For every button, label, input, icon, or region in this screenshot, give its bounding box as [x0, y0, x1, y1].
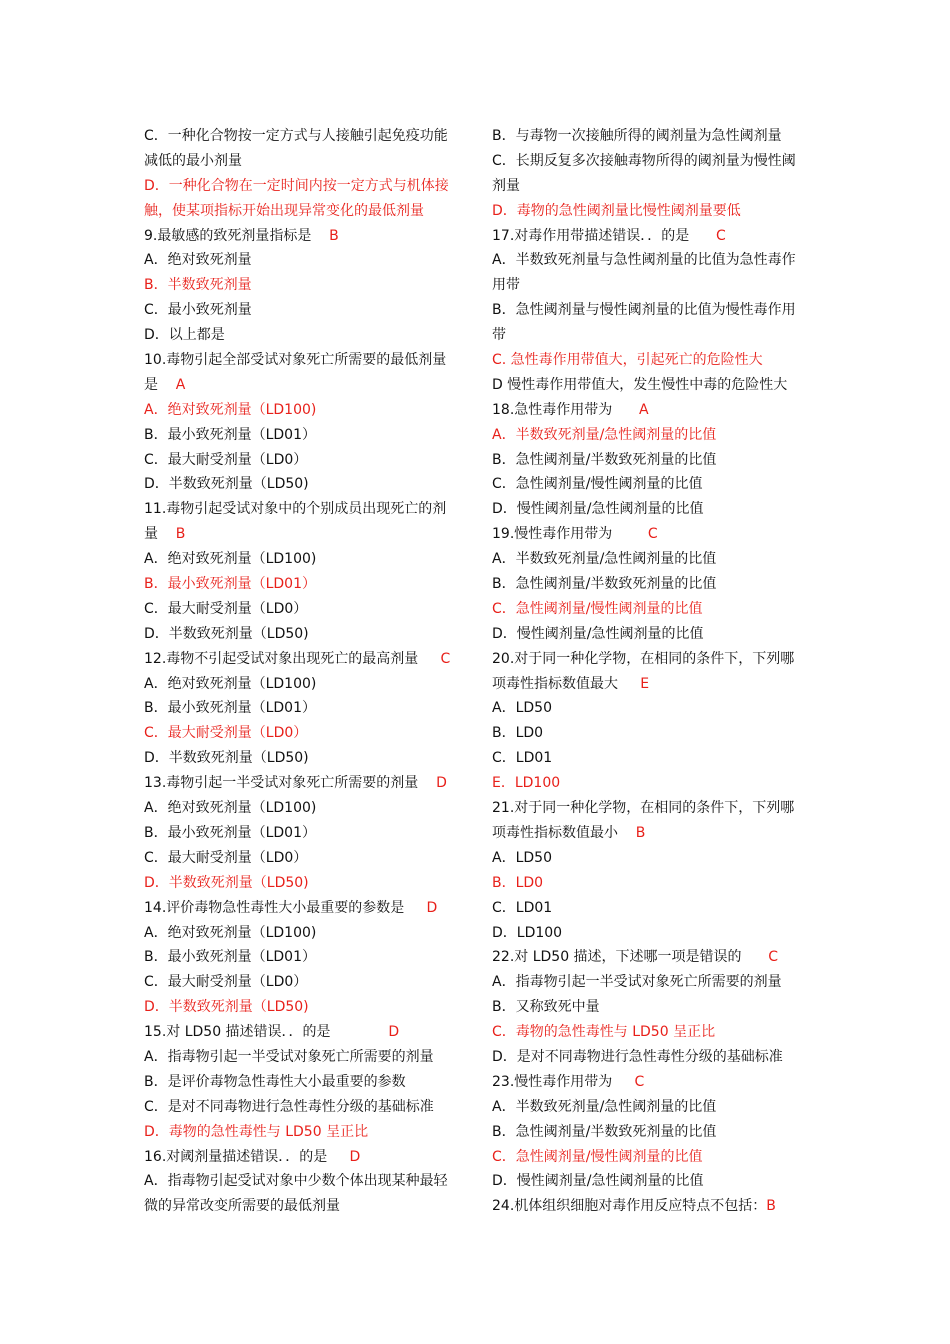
right-column-line — [492, 1145, 810, 1170]
left-column-line — [144, 1070, 462, 1095]
answer-key: E — [618, 675, 650, 692]
answer-key: D — [330, 1024, 400, 1041]
right-column-line — [492, 771, 810, 796]
line-text: 15.对 LD50 描述错误．．的是 — [144, 1024, 331, 1041]
right-column-line — [492, 149, 810, 174]
line-text: C．急性阈剂量/慢性阈剂量的比值 — [492, 600, 703, 617]
right-column-line — [492, 721, 810, 746]
right-column-line — [492, 1070, 810, 1095]
left-column-line — [144, 1145, 462, 1170]
line-text: 19.慢性毒作用带为 — [492, 526, 613, 543]
left-column-line — [144, 149, 462, 174]
left-column-line — [144, 472, 462, 497]
line-text: B．是评价毒物急性毒性大小最重要的参数 — [144, 1073, 406, 1090]
line-text: 项毒性指标数值最大 — [492, 675, 618, 692]
right-column-line — [492, 1194, 810, 1219]
line-text: C．最小致死剂量 — [144, 302, 252, 319]
line-text: B．最小致死剂量（LD01） — [144, 824, 316, 841]
line-text: C．最大耐受剂量（LD0） — [144, 725, 308, 742]
line-text: A．指毒物引起一半受试对象死亡所需要的剂量 — [144, 1048, 434, 1065]
line-text: 24.机体组织细胞对毒作用反应特点不包括： — [492, 1198, 767, 1215]
answer-key: B — [158, 526, 186, 543]
left-column-line — [144, 871, 462, 896]
right-column-line — [492, 497, 810, 522]
left-column-line — [144, 248, 462, 273]
line-text: A．指毒物引起一半受试对象死亡所需要的剂量 — [492, 974, 782, 991]
line-text: B．最小致死剂量（LD01） — [144, 576, 316, 593]
answer-key: A — [158, 376, 186, 393]
line-text: 带 — [492, 327, 506, 344]
right-column-line — [492, 273, 810, 298]
right-column-line — [492, 298, 810, 323]
right-column-line — [492, 672, 810, 697]
line-text: B．LD0 — [492, 725, 544, 742]
line-text: 项毒性指标数值最小 — [492, 824, 618, 841]
right-column-line — [492, 871, 810, 896]
left-column-line — [144, 647, 462, 672]
line-text: C．最大耐受剂量（LD0） — [144, 974, 308, 991]
right-column-line — [492, 547, 810, 572]
line-text: C．最大耐受剂量（LD0） — [144, 849, 308, 866]
right-column-line — [492, 373, 810, 398]
left-column-line — [144, 199, 462, 224]
left-column-line — [144, 373, 462, 398]
line-text: 16.对阈剂量描述错误．．的是 — [144, 1148, 328, 1165]
right-column-line — [492, 970, 810, 995]
answer-key: B — [311, 227, 339, 244]
left-column-line — [144, 323, 462, 348]
left-column-line — [144, 298, 462, 323]
right-column-line — [492, 323, 810, 348]
left-column-line — [144, 348, 462, 373]
right-column-line — [492, 174, 810, 199]
line-text: D．一种化合物在一定时间内按一定方式与机体接 — [144, 177, 449, 194]
line-text: D．慢性阈剂量/急性阈剂量的比值 — [492, 625, 704, 642]
line-text: A．绝对致死剂量（LD100) — [144, 551, 317, 568]
line-text: C．LD01 — [492, 750, 553, 767]
line-text: B．最小致死剂量（LD01） — [144, 949, 316, 966]
line-text: D．半数致死剂量（LD50) — [144, 750, 309, 767]
right-column-line — [492, 597, 810, 622]
right-column-line — [492, 1095, 810, 1120]
right-column-line — [492, 846, 810, 871]
left-column-line — [144, 1194, 462, 1219]
left-column-line — [144, 597, 462, 622]
line-text: A．绝对致死剂量（LD100) — [144, 924, 317, 941]
left-column-line — [144, 572, 462, 597]
left-column-line — [144, 497, 462, 522]
left-column-line — [144, 448, 462, 473]
line-text: D．以上都是 — [144, 327, 225, 344]
line-text: D．半数致死剂量（LD50) — [144, 999, 309, 1016]
left-column-line — [144, 547, 462, 572]
right-column-line — [492, 224, 810, 249]
line-text: 13.毒物引起一半受试对象死亡所需要的剂量 — [144, 775, 419, 792]
answer-key: C — [418, 650, 451, 667]
right-column-line — [492, 398, 810, 423]
left-column-line — [144, 1045, 462, 1070]
right-column-line — [492, 696, 810, 721]
left-column-line — [144, 273, 462, 298]
left-column-line — [144, 622, 462, 647]
left-column-line — [144, 1120, 462, 1145]
line-text: A．半数致死剂量/急性阈剂量的比值 — [492, 426, 717, 443]
left-column-line — [144, 224, 462, 249]
line-text: 剂量 — [492, 177, 520, 194]
line-text: D．LD100 — [492, 924, 563, 941]
line-text: A．绝对致死剂量（LD100) — [144, 401, 317, 418]
right-column-line — [492, 622, 810, 647]
line-text: 微的异常改变所需要的最低剂量 — [144, 1198, 340, 1215]
right-column-line — [492, 348, 810, 373]
right-column-line — [492, 472, 810, 497]
left-column-line — [144, 1095, 462, 1120]
left-column-line — [144, 398, 462, 423]
line-text: 12.毒物不引起受试对象出现死亡的最高剂量 — [144, 650, 419, 667]
left-column — [144, 124, 462, 1219]
right-column-line — [492, 124, 810, 149]
left-column-line — [144, 746, 462, 771]
left-column-line — [144, 124, 462, 149]
left-column-line — [144, 945, 462, 970]
line-text: B．急性阈剂量/半数致死剂量的比值 — [492, 451, 717, 468]
line-text: 11.毒物引起受试对象中的个别成员出现死亡的剂 — [144, 501, 447, 518]
line-text: 23.慢性毒作用带为 — [492, 1073, 613, 1090]
right-column-line — [492, 1120, 810, 1145]
right-column-line — [492, 945, 810, 970]
right-column-line — [492, 647, 810, 672]
answer-key: B — [766, 1198, 776, 1215]
answer-key: D — [418, 775, 447, 792]
left-column-line — [144, 1020, 462, 1045]
line-text: 20.对于同一种化学物，在相同的条件下，下列哪 — [492, 650, 795, 667]
line-text: 14.评价毒物急性毒性大小最重要的参数是 — [144, 899, 405, 916]
line-text: D．是对不同毒物进行急性毒性分级的基础标准 — [492, 1048, 783, 1065]
line-text: B．半数致死剂量 — [144, 277, 252, 294]
left-column-line — [144, 174, 462, 199]
right-column-line — [492, 921, 810, 946]
answer-key: A — [612, 401, 649, 418]
line-text: C．急性阈剂量/慢性阈剂量的比值 — [492, 1148, 703, 1165]
line-text: C．LD01 — [492, 899, 553, 916]
line-text: A．绝对致死剂量（LD100) — [144, 675, 317, 692]
answer-key: D — [404, 899, 438, 916]
right-column-line — [492, 746, 810, 771]
line-text: A．指毒物引起受试对象中少数个体出现某种最轻 — [144, 1173, 448, 1190]
left-column-line — [144, 672, 462, 697]
line-text: 9.最敏感的致死剂量指标是 — [144, 227, 312, 244]
line-text: C．毒物的急性毒性与 LD50 呈正比 — [492, 1024, 716, 1041]
line-text: A．绝对致死剂量（LD100) — [144, 800, 317, 817]
left-column-line — [144, 921, 462, 946]
line-text: 18.急性毒作用带为 — [492, 401, 613, 418]
line-text: A．半数致死剂量/急性阈剂量的比值 — [492, 551, 717, 568]
line-text: 量 — [144, 526, 158, 543]
right-column-line — [492, 423, 810, 448]
left-column-line — [144, 696, 462, 721]
right-column — [492, 124, 810, 1219]
right-column-line — [492, 1169, 810, 1194]
line-text: 用带 — [492, 277, 520, 294]
answer-key: C — [612, 526, 658, 543]
line-text: 10.毒物引起全部受试对象死亡所需要的最低剂量 — [144, 352, 447, 369]
right-column-line — [492, 199, 810, 224]
right-column-line — [492, 995, 810, 1020]
line-text: D．慢性阈剂量/急性阈剂量的比值 — [492, 1173, 704, 1190]
line-text: B．最小致死剂量（LD01） — [144, 700, 316, 717]
left-column-line — [144, 522, 462, 547]
line-text: 17.对毒作用带描述错误．．的是 — [492, 227, 690, 244]
line-text: D．毒物的急性阈剂量比慢性阈剂量要低 — [492, 202, 741, 219]
left-column-line — [144, 821, 462, 846]
line-text: 是 — [144, 376, 158, 393]
line-text: D．半数致死剂量（LD50) — [144, 476, 309, 493]
right-column-line — [492, 248, 810, 273]
line-text: 触，使某项指标开始出现异常变化的最低剂量 — [144, 202, 424, 219]
line-text: 21.对于同一种化学物，在相同的条件下，下列哪 — [492, 800, 795, 817]
right-column-line — [492, 448, 810, 473]
line-text: B．又称致死中量 — [492, 999, 600, 1016]
answer-key: C — [741, 949, 779, 966]
line-text: C．最大耐受剂量（LD0） — [144, 451, 308, 468]
line-text: D．半数致死剂量（LD50) — [144, 874, 309, 891]
line-text: C．急性阈剂量/慢性阈剂量的比值 — [492, 476, 703, 493]
line-text: B．最小致死剂量（LD01） — [144, 426, 316, 443]
left-column-line — [144, 896, 462, 921]
right-column-line — [492, 796, 810, 821]
line-text: E．LD100 — [492, 775, 561, 792]
right-column-line — [492, 522, 810, 547]
left-column-line — [144, 771, 462, 796]
line-text: A．LD50 — [492, 849, 552, 866]
line-text: D．半数致死剂量（LD50) — [144, 625, 309, 642]
answer-key: C — [612, 1073, 645, 1090]
left-column-line — [144, 796, 462, 821]
line-text: D 慢性毒作用带值大，发生慢性中毒的危险性大 — [492, 376, 788, 393]
answer-key: C — [689, 227, 726, 244]
line-text: C．是对不同毒物进行急性毒性分级的基础标准 — [144, 1098, 434, 1115]
line-text: C．长期反复多次接触毒物所得的阈剂量为慢性阈 — [492, 152, 796, 169]
left-column-line — [144, 995, 462, 1020]
line-text: A．绝对致死剂量 — [144, 252, 252, 269]
right-column-line — [492, 821, 810, 846]
left-column-line — [144, 423, 462, 448]
line-text: 22.对 LD50 描述，下述哪一项是错误的 — [492, 949, 742, 966]
right-column-line — [492, 896, 810, 921]
line-text: C. 急性毒作用带值大，引起死亡的危险性大 — [492, 352, 763, 369]
line-text: 减低的最小剂量 — [144, 152, 242, 169]
line-text: C．一种化合物按一定方式与人接触引起免疫功能 — [144, 128, 448, 144]
left-column-line — [144, 970, 462, 995]
answer-key: B — [618, 824, 646, 841]
line-text: A．LD50 — [492, 700, 552, 717]
line-text: C．最大耐受剂量（LD0） — [144, 600, 308, 617]
line-text: D．慢性阈剂量/急性阈剂量的比值 — [492, 501, 704, 518]
right-column-line — [492, 1020, 810, 1045]
right-column-line — [492, 572, 810, 597]
line-text: B．与毒物一次接触所得的阈剂量为急性阈剂量 — [492, 128, 782, 144]
line-text: A．半数致死剂量/急性阈剂量的比值 — [492, 1098, 717, 1115]
line-text: B．急性阈剂量/半数致死剂量的比值 — [492, 1123, 717, 1140]
line-text: B．急性阈剂量/半数致死剂量的比值 — [492, 576, 717, 593]
left-column-line — [144, 721, 462, 746]
line-text: B．急性阈剂量与慢性阈剂量的比值为慢性毒作用 — [492, 302, 796, 319]
left-column-line — [144, 846, 462, 871]
answer-key: D — [327, 1148, 361, 1165]
left-column-line — [144, 1169, 462, 1194]
line-text: D．毒物的急性毒性与 LD50 呈正比 — [144, 1123, 369, 1140]
line-text: A．半数致死剂量与急性阈剂量的比值为急性毒作 — [492, 252, 796, 269]
line-text: B．LD0 — [492, 874, 544, 891]
right-column-line — [492, 1045, 810, 1070]
